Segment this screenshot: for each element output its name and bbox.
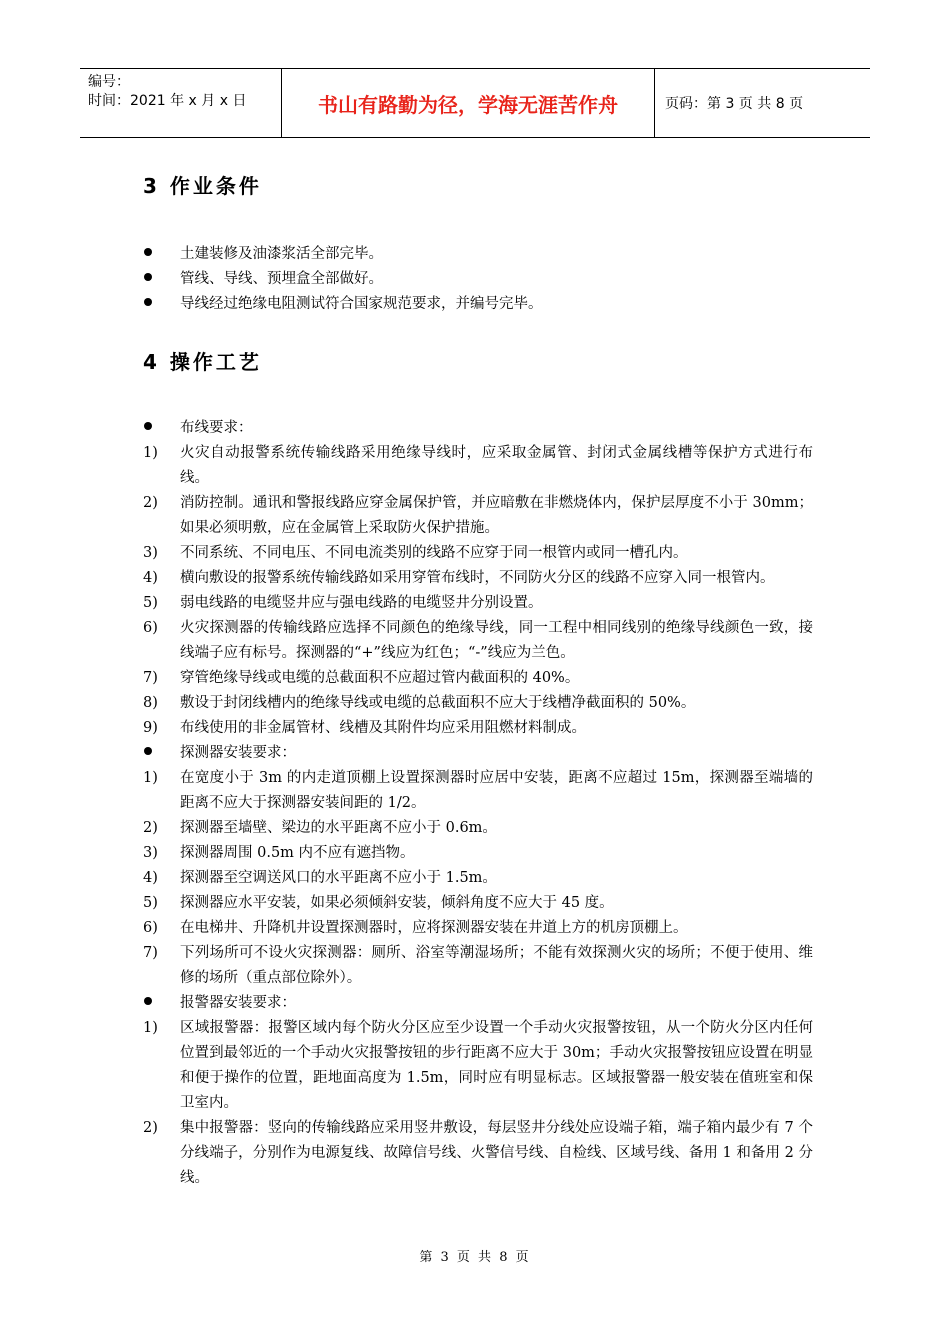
list-item-text: 布线要求： xyxy=(180,420,253,436)
list-item: 管线、导线、预埋盒全部做好。 xyxy=(143,267,813,292)
list-marker: 3) xyxy=(143,545,158,561)
list-item-text: 探测器应水平安装，如果必须倾斜安装，倾斜角度不应大于 45 度。 xyxy=(180,895,614,911)
list-marker: 5) xyxy=(143,895,158,911)
list-item xyxy=(143,716,813,741)
list-marker: 2) xyxy=(143,1120,158,1136)
list-item-text: 在宽度小于 3m 的内走道顶棚上设置探测器时应居中安装，距离不应超过 15m，探测器至端墙的距离不应大于探测器安装间距的 1/2。 xyxy=(180,770,813,811)
list-marker: 4) xyxy=(143,570,158,586)
section-3-title: 3 作业条件 xyxy=(143,174,262,198)
section-4-title: 4 操作工艺 xyxy=(143,350,262,374)
list-item-text: 弱电线路的电缆竖井应与强电线路的电缆竖井分别设置。 xyxy=(180,595,543,611)
list-marker: 1) xyxy=(143,770,158,786)
page-footer: 第 3 页 共 8 页 xyxy=(419,1250,531,1265)
list-item-text: 探测器安装要求： xyxy=(180,745,296,761)
list-marker: 2) xyxy=(143,495,158,511)
list-item-text: 敷设于封闭线槽内的绝缘导线或电缆的总截面积不应大于线槽净截面积的 50%。 xyxy=(180,695,696,711)
list-marker: 9) xyxy=(143,720,158,736)
page-header xyxy=(80,68,870,138)
list-marker: 7) xyxy=(143,945,158,961)
list-marker: 6) xyxy=(143,620,158,636)
list-item-text: 在电梯井、升降机井设置探测器时，应将探测器安装在井道上方的机房顶棚上。 xyxy=(180,920,688,936)
header-motto: 书山有路勤为径，学海无涯苦作舟 xyxy=(282,69,655,137)
list-marker: 2) xyxy=(143,820,158,836)
header-time: 时间：2021 年 x 月 x 日 xyxy=(88,93,247,109)
bullet-icon xyxy=(144,273,152,281)
list-item-text: 消防控制。通讯和警报线路应穿金属保护管，并应暗敷在非燃烧体内，保护层厚度不小于 30mm；如果必须明敷，应在金属管上采取防火保护措施。 xyxy=(180,495,813,536)
bullet-icon xyxy=(144,422,152,430)
bullet-icon xyxy=(144,997,152,1005)
list-item xyxy=(143,1116,813,1191)
list-marker: 4) xyxy=(143,870,158,886)
list-item xyxy=(143,616,813,666)
bullet-icon xyxy=(144,298,152,306)
list-item-text: 布线使用的非金属管材、线槽及其附件均应采用阻燃材料制成。 xyxy=(180,720,586,736)
section-4-list xyxy=(143,416,813,1191)
list-marker: 7) xyxy=(143,670,158,686)
list-item-text: 报警器安装要求： xyxy=(180,995,296,1011)
list-item: 导线经过绝缘电阻测试符合国家规范要求，并编号完毕。 xyxy=(143,292,813,317)
list-marker: 8) xyxy=(143,695,158,711)
list-item-text: 穿管绝缘导线或电缆的总截面积不应超过管内截面积的 40%。 xyxy=(180,670,580,686)
list-item xyxy=(143,941,813,991)
list-item xyxy=(143,841,813,866)
list-item xyxy=(143,691,813,716)
header-number: 编号： xyxy=(88,74,130,90)
list-item xyxy=(143,591,813,616)
list-item xyxy=(143,991,813,1016)
list-item: 土建装修及油漆浆活全部完毕。 xyxy=(143,242,813,267)
list-item-text: 火灾自动报警系统传输线路采用绝缘导线时，应采取金属管、封闭式金属线槽等保护方式进行布线。 xyxy=(180,445,813,486)
list-item xyxy=(143,541,813,566)
list-marker: 6) xyxy=(143,920,158,936)
list-item-text: 不同系统、不同电压、不同电流类别的线路不应穿于同一根管内或同一槽孔内。 xyxy=(180,545,688,561)
list-item xyxy=(143,566,813,591)
list-item xyxy=(143,1016,813,1116)
list-item xyxy=(143,416,813,441)
list-item-text: 下列场所可不设火灾探测器：厕所、浴室等潮湿场所；不能有效探测火灾的场所；不便于使用、维修的场所（重点部位除外）。 xyxy=(180,945,813,986)
list-item-text: 区域报警器：报警区域内每个防火分区应至少设置一个手动火灾报警按钮，从一个防火分区内任何位置到最邻近的一个手动火灾报警按钮的步行距离不应大于 30m；手动火灾报警按钮应设置在明显和便于操作的位置，距地面高度为 1.5m，同时应有明显标志。区域报警器一般安装在值班室和保卫室内。 xyxy=(180,1020,813,1111)
bullet-icon xyxy=(144,248,152,256)
list-marker: 5) xyxy=(143,595,158,611)
list-item xyxy=(143,741,813,766)
list-item-text: 横向敷设的报警系统传输线路如采用穿管布线时，不同防火分区的线路不应穿入同一根管内。 xyxy=(180,570,775,586)
list-item xyxy=(143,491,813,541)
list-item xyxy=(143,866,813,891)
list-item xyxy=(143,766,813,816)
list-item-text: 火灾探测器的传输线路应选择不同颜色的绝缘导线，同一工程中相同线别的绝缘导线颜色一致，接线端子应有标号。探测器的“+”线应为红色；“-”线应为兰色。 xyxy=(180,620,813,661)
bullet-icon xyxy=(144,747,152,755)
section-3-list xyxy=(143,242,813,317)
list-item xyxy=(143,816,813,841)
list-marker: 3) xyxy=(143,845,158,861)
list-item xyxy=(143,916,813,941)
list-item-text: 集中报警器：竖向的传输线路应采用竖井敷设，每层竖井分线处应设端子箱，端子箱内最少有 7 个分线端子，分别作为电源复线、故障信号线、火警信号线、自检线、区域号线、备用 1 和备用 2 分线。 xyxy=(180,1120,813,1186)
list-item xyxy=(143,891,813,916)
list-marker: 1) xyxy=(143,445,158,461)
header-page-number: 页码：第 3 页 共 8 页 xyxy=(665,96,804,112)
header-meta xyxy=(80,69,282,137)
list-marker: 1) xyxy=(143,1020,158,1036)
list-item xyxy=(143,666,813,691)
list-item-text: 探测器至空调送风口的水平距离不应小于 1.5m。 xyxy=(180,870,497,886)
list-item xyxy=(143,441,813,491)
list-item-text: 探测器周围 0.5m 内不应有遮挡物。 xyxy=(180,845,415,861)
list-item-text: 探测器至墙壁、梁边的水平距离不应小于 0.6m。 xyxy=(180,820,497,836)
